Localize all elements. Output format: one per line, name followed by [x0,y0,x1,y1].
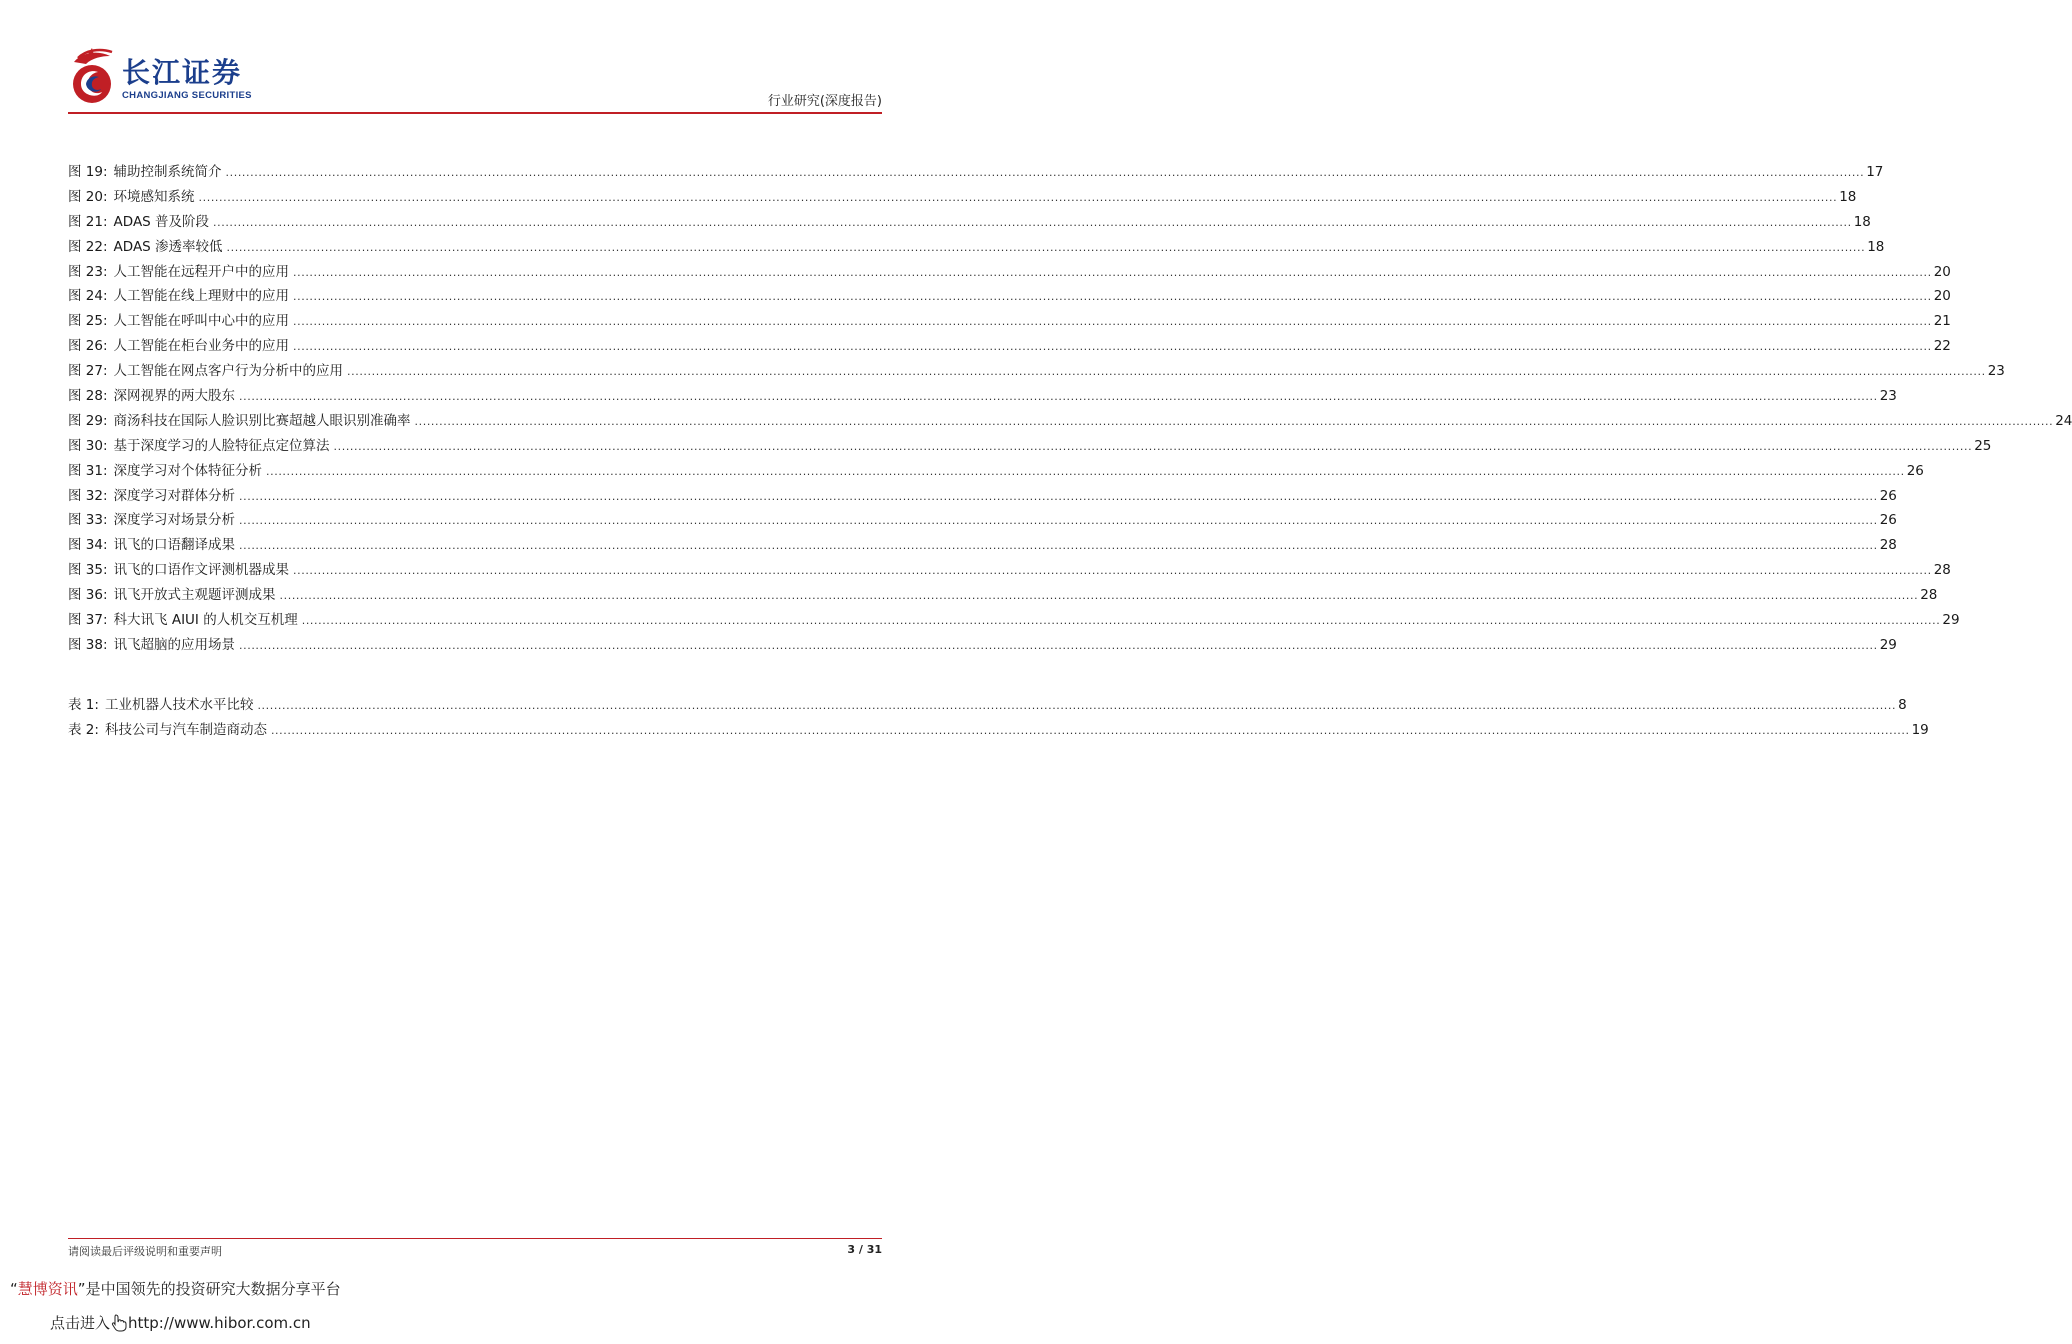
table-title: 科技公司与汽车制造商动态 [104,721,267,738]
dot-leader: ................................................................................................................................................................................................................................................................................................................................................................................................................ [213,215,1852,229]
label-separator: : [102,263,108,280]
footer-divider [68,1238,882,1239]
figure-title: 讯飞开放式主观题评测成果 [113,587,276,604]
figure-number: 图 25 [68,313,103,330]
figure-title: 人工智能在柜台业务中的应用 [113,338,290,355]
figure-title: 商汤科技在国际人脸识别比赛超越人眼识别准确率 [113,412,411,429]
figure-entry-label [68,608,298,633]
figure-page-number: 22 [1933,338,1951,355]
figure-entry-label [68,185,195,210]
figure-entry[interactable] [68,235,1885,260]
figure-entry[interactable] [68,459,1924,484]
figure-title: 讯飞超脑的应用场景 [113,636,236,653]
figure-title: 人工智能在呼叫中心中的应用 [113,313,290,330]
figure-number: 图 38 [68,636,103,653]
figure-entry-label [68,583,276,608]
figure-entry-label [68,384,235,409]
figure-page-number: 20 [1933,263,1951,280]
dot-leader: ................................................................................................................................................................................................................................................................................................................................................................................................................ [293,290,1932,304]
table-entry[interactable] [68,693,1907,718]
figure-number: 图 23 [68,263,103,280]
figure-entry[interactable] [68,533,1897,558]
table-index [68,693,1929,743]
label-separator: : [102,437,108,454]
figure-page-number: 21 [1933,313,1951,330]
figure-page-number: 26 [1879,487,1897,504]
figure-entry-label [68,260,289,285]
label-separator: : [102,313,108,330]
dot-leader: ................................................................................................................................................................................................................................................................................................................................................................................................................ [293,564,1932,578]
table-number: 表 1 [68,697,95,713]
dot-leader: ................................................................................................................................................................................................................................................................................................................................................................................................................ [225,166,1865,179]
figure-entry-label [68,359,343,384]
company-logo [68,48,252,106]
site-url-link[interactable]: http://www.hibor.com.cn [128,1313,311,1332]
figure-page-number: 28 [1933,562,1951,579]
figure-entry[interactable] [68,384,1897,409]
figure-entry-label [68,508,235,533]
figure-page-number: 24 [2055,412,2072,429]
dot-leader: ................................................................................................................................................................................................................................................................................................................................................................................................................ [293,265,1932,279]
figure-page-number: 20 [1933,288,1951,305]
label-separator: : [102,587,108,604]
changjiang-logo-icon [68,48,118,106]
figure-index [68,160,2072,658]
link-prefix: 点击进入 [50,1314,111,1332]
label-separator: : [102,612,108,629]
label-separator: : [102,238,108,255]
label-separator: : [102,288,108,305]
figure-number: 图 32 [68,487,103,504]
page-header [68,48,882,114]
figure-entry[interactable] [68,260,1951,285]
figure-title: 讯飞的口语作文评测机器成果 [113,562,290,579]
table-entry[interactable] [68,718,1929,743]
label-separator: : [102,338,108,355]
dot-leader: ................................................................................................................................................................................................................................................................................................................................................................................................................ [198,190,1838,204]
label-separator: : [102,363,108,380]
figure-number: 图 24 [68,288,103,305]
dot-leader: ................................................................................................................................................................................................................................................................................................................................................................................................................ [239,390,1878,404]
promo-link-line [50,1312,311,1333]
figure-number: 图 26 [68,338,103,355]
table-page-number: 19 [1911,721,1929,738]
figure-entry-label [68,235,223,260]
figure-title: 深度学习对群体分析 [113,487,236,504]
table-page-number: 8 [1898,697,1907,713]
label-separator: : [102,213,108,230]
report-type: 行业研究(深度报告) [767,94,882,109]
dot-leader: ................................................................................................................................................................................................................................................................................................................................................................................................................ [239,514,1878,528]
dot-leader: ................................................................................................................................................................................................................................................................................................................................................................................................................ [270,723,1910,737]
table-number: 表 2 [68,721,95,738]
figure-entry[interactable] [68,633,1897,658]
figure-entry-label [68,284,289,309]
figure-title: 人工智能在线上理财中的应用 [113,288,290,305]
figure-number: 图 33 [68,512,103,529]
figure-title: 深度学习对个体特征分析 [113,462,263,479]
figure-page-number: 25 [1974,437,1992,454]
figure-title: 深网视界的两大股东 [113,388,236,405]
figure-entry-label [68,309,289,334]
dot-leader: ................................................................................................................................................................................................................................................................................................................................................................................................................ [414,414,2054,428]
dot-leader: ................................................................................................................................................................................................................................................................................................................................................................................................................ [226,240,1866,254]
figure-entry[interactable] [68,284,1951,309]
figure-page-number: 26 [1906,462,1924,479]
figure-entry[interactable] [68,359,2005,384]
figure-number: 图 36 [68,587,103,604]
figure-page-number: 18 [1867,238,1885,255]
figure-entry-label [68,484,235,509]
figure-entry[interactable] [68,309,1951,334]
figure-entry[interactable] [68,608,1960,633]
close-quote: ” [77,1280,86,1298]
dot-leader: ................................................................................................................................................................................................................................................................................................................................................................................................................ [347,365,1986,379]
dot-leader: ................................................................................................................................................................................................................................................................................................................................................................................................................ [239,539,1878,553]
figure-entry[interactable] [68,409,2072,434]
label-separator: : [94,721,99,738]
dot-leader: ................................................................................................................................................................................................................................................................................................................................................................................................................ [239,638,1878,652]
figure-title: 人工智能在网点客户行为分析中的应用 [113,363,344,380]
figure-entry[interactable] [68,334,1951,359]
figure-entry[interactable] [68,160,1884,185]
dot-leader: ................................................................................................................................................................................................................................................................................................................................................................................................................ [257,699,1897,712]
figure-number: 图 29 [68,412,103,429]
figure-entry[interactable] [68,210,1871,235]
figure-entry[interactable] [68,508,1897,533]
figure-page-number: 29 [1879,636,1897,653]
figure-page-number: 26 [1879,512,1897,529]
table-entry-label [68,693,253,718]
figure-entry-label [68,434,330,459]
figure-number: 图 30 [68,437,103,454]
label-separator: : [102,462,108,479]
dot-leader: ................................................................................................................................................................................................................................................................................................................................................................................................................ [301,614,1941,628]
disclaimer-note: 请阅读最后评级说明和重要声明 [68,1245,222,1258]
figure-title: 辅助控制系统简介 [113,164,222,180]
figure-entry-label [68,160,222,185]
figure-page-number: 18 [1839,188,1857,205]
dot-leader: ................................................................................................................................................................................................................................................................................................................................................................................................................ [239,489,1878,503]
label-separator: : [94,697,99,713]
figure-page-number: 18 [1853,213,1871,230]
figure-number: 图 22 [68,238,103,255]
figure-entry[interactable] [68,484,1897,509]
figure-entry-label [68,210,209,235]
table-entry-label [68,718,267,743]
figure-entry[interactable] [68,583,1938,608]
figure-title: 环境感知系统 [113,188,195,205]
figure-entry-label [68,633,235,658]
figure-number: 图 19 [68,164,103,180]
label-separator: : [102,537,108,554]
label-separator: : [102,512,108,529]
figure-page-number: 23 [1879,388,1897,405]
dot-leader: ................................................................................................................................................................................................................................................................................................................................................................................................................ [333,439,1973,453]
figure-title: ADAS 普及阶段 [113,213,210,230]
figure-entry-label [68,533,235,558]
label-separator: : [102,412,108,429]
figure-entry-label [68,558,289,583]
figure-page-number: 28 [1920,587,1938,604]
label-separator: : [102,188,108,205]
header-divider [68,112,882,114]
figure-number: 图 31 [68,462,103,479]
promo-line [10,1278,341,1299]
open-quote: “ [10,1280,18,1298]
label-separator: : [102,562,108,579]
logo-chinese-name: 长江证券 [122,56,243,89]
promo-text: 是中国领先的投资研究大数据分享平台 [85,1280,341,1298]
figure-entry-label [68,459,262,484]
figure-entry[interactable] [68,185,1857,210]
figure-title: ADAS 渗透率较低 [113,238,223,255]
figure-number: 图 21 [68,213,103,230]
figure-entry-label [68,334,289,359]
dot-leader: ................................................................................................................................................................................................................................................................................................................................................................................................................ [266,464,1905,478]
figure-page-number: 17 [1866,164,1884,180]
figure-number: 图 27 [68,363,103,380]
pointer-hand-icon [111,1314,127,1332]
figure-entry-label [68,409,411,434]
figure-entry[interactable] [68,434,1992,459]
label-separator: : [102,388,108,405]
figure-page-number: 28 [1879,537,1897,554]
page-number: 3 / 31 [847,1243,882,1256]
dot-leader: ................................................................................................................................................................................................................................................................................................................................................................................................................ [293,315,1932,329]
figure-number: 图 34 [68,537,103,554]
label-separator: : [102,164,108,180]
dot-leader: ................................................................................................................................................................................................................................................................................................................................................................................................................ [279,589,1919,603]
figure-page-number: 29 [1942,612,1960,629]
figure-number: 图 37 [68,612,103,629]
figure-title: 科大讯飞 AIUI 的人机交互机理 [113,612,298,629]
logo-english-name: CHANGJIANG SECURITIES [122,90,252,101]
figure-title: 基于深度学习的人脸特征点定位算法 [113,437,330,454]
figure-title: 人工智能在远程开户中的应用 [113,263,290,280]
label-separator: : [102,636,108,653]
figure-number: 图 28 [68,388,103,405]
dot-leader: ................................................................................................................................................................................................................................................................................................................................................................................................................ [293,340,1932,354]
promo-brand[interactable]: 慧博资讯 [17,1280,78,1298]
table-title: 工业机器人技术水平比较 [104,697,254,713]
figure-number: 图 35 [68,562,103,579]
figure-number: 图 20 [68,188,103,205]
figure-title: 讯飞的口语翻译成果 [113,537,236,554]
figure-entry[interactable] [68,558,1951,583]
figure-title: 深度学习对场景分析 [113,512,236,529]
figure-page-number: 23 [1987,363,2005,380]
label-separator: : [102,487,108,504]
